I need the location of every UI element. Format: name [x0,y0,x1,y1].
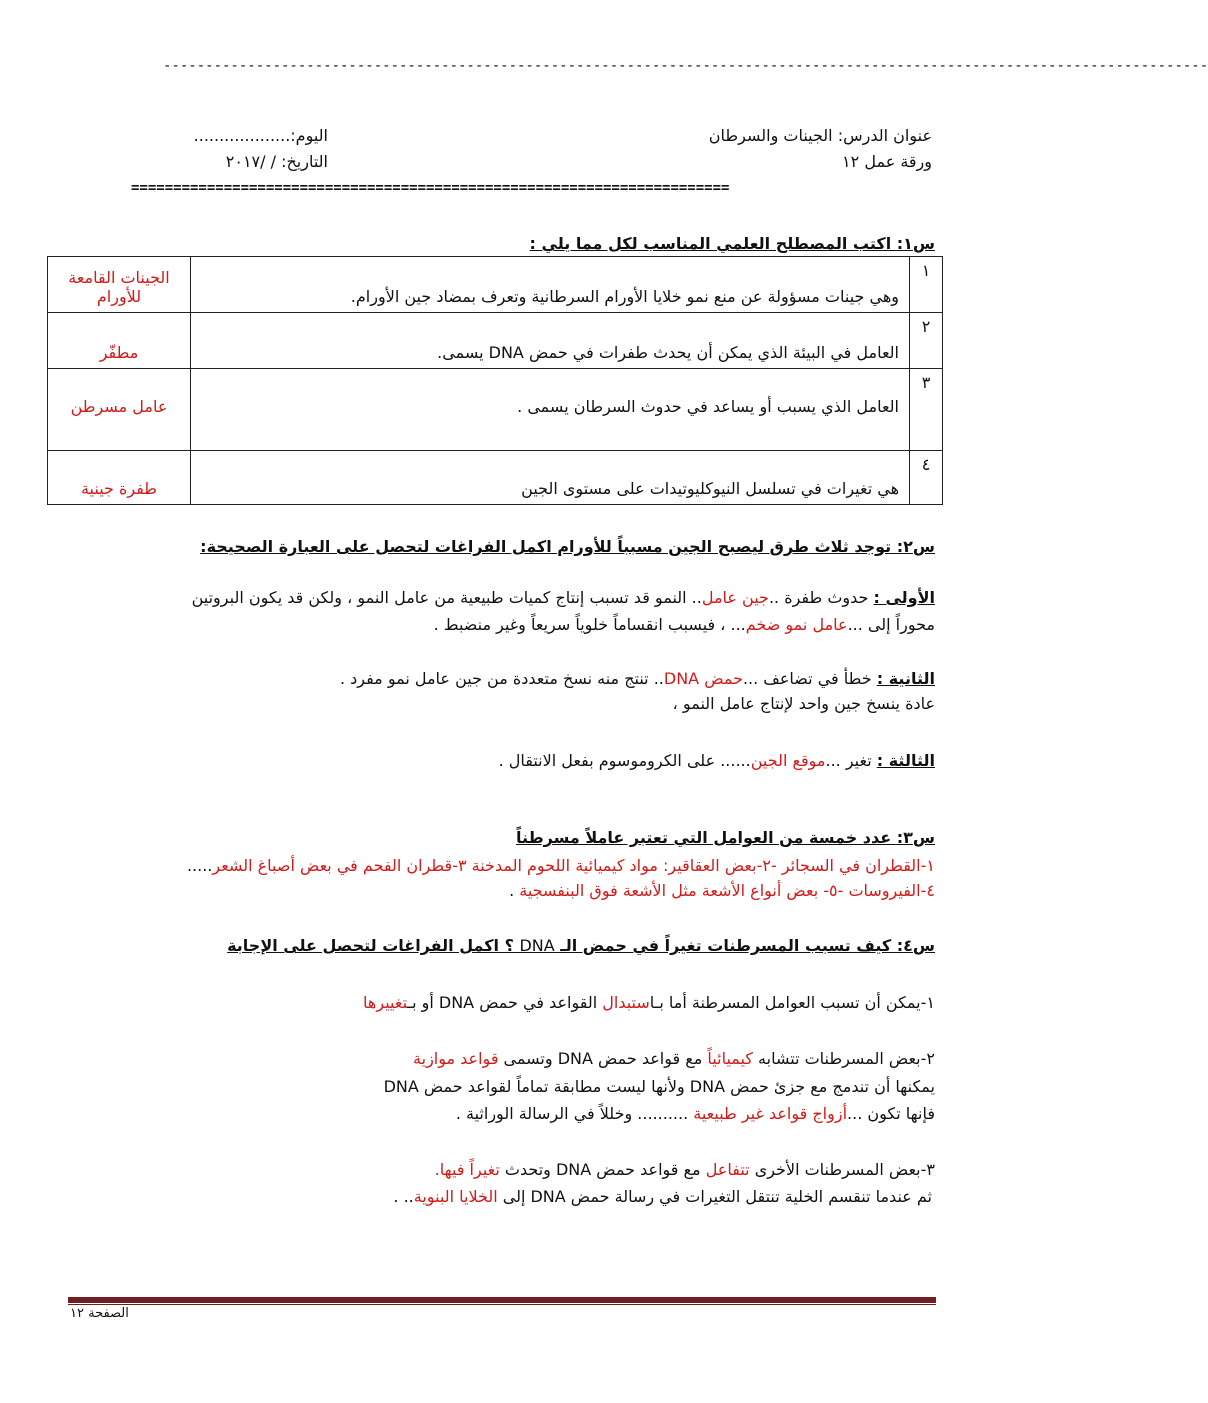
q1-title: س١: اكتب المصطلح العلمي المناسب لكل مما يلي : [529,234,935,253]
blank-answer: ستبدال [602,993,650,1012]
date-field: التاريخ: / /٢٠١٧ [225,152,328,171]
terms-table [47,256,943,505]
blank-answer: تغيراً فيها. [434,1160,500,1179]
table-row [48,257,943,313]
row-answer: مطفّر [48,313,191,369]
q4-p2-line1 [413,1049,935,1068]
row-number: ٣ [910,369,943,451]
table-row [48,313,943,369]
text: DNA [519,936,555,955]
text: تغير ... [825,751,877,770]
q2-title: س٢: توجد ثلاث طرق ليصبح الجين مسبباً للأورام اكمل الفراغات لتحصل على العبارة الصحيحة: [200,537,935,556]
blank-answer: موقع الجين [750,751,826,770]
q4-title [227,936,935,955]
q4-p3-line2 [393,1187,932,1206]
text: القواعد في حمض DNA أو بـ [407,993,603,1012]
text: حدوث طفرة .. [768,588,874,607]
third-label: الثالثة : [876,751,935,770]
text: .. . [393,1187,414,1206]
text: ثم عندما تنقسم الخلية تنتقل التغيرات في رسالة حمض DNA إلى [497,1187,932,1206]
q3-title: س٣: عدد خمسة من العوامل التي تعتبر عاملاً مسرطناً [516,828,935,847]
q2-first-line2 [434,615,935,634]
blank-answer: عامل نمو ضخم [745,615,848,634]
q2-third-line [499,751,935,770]
row-definition: وهي جينات مسؤولة عن منع نمو خلايا الأورام السرطانية وتعرف بمضاد جين الأورام. [191,257,910,313]
q4-p1 [363,993,935,1012]
carcinogens-list-2: ٤-الفيروسات -٥- بعض أنواع الأشعة مثل الأشعة فوق البنفسجية [519,881,935,900]
text: ... ، فيسبب انقساماً خلوياً سريعاً وغير منضبط . [433,615,746,634]
q2-first-line1 [192,588,935,607]
q2-second-line1 [340,669,935,688]
blank-answer: قواعد موازية [413,1049,499,1068]
text: ٢-بعض المسرطنات تتشابه [752,1049,935,1068]
text: ؟ اكمل الفراغات لتحصل على الإجابة [227,936,520,955]
text: خطأ في تضاعف ... [742,669,877,688]
text: .. النمو قد تسبب إنتاج كميات طبيعية من عامل النمو ، ولكن قد يكون البروتين [191,588,702,607]
carcinogens-list-1: ١-القطران في السجائر -٢-بعض العقاقير: مواد كيميائية اللحوم المدخنة ٣-قطران الفحم في بعض أصباغ الشعر [212,856,935,875]
text: .. تنتج منه نسخ متعددة من جين عامل نمو مفرد . [339,669,664,688]
row-answer: عامل مسرطن [48,369,191,451]
text: ١-يمكن أن تسبب العوامل المسرطنة أما بـا [649,993,935,1012]
blank-answer: أزواج قواعد غير طبيعية [693,1104,848,1123]
worksheet-number: ورقة عمل ١٢ [842,152,932,171]
row-definition: هي تغيرات في تسلسل النيوكليوتيدات على مستوى الجين [191,451,910,505]
double-rule: ======================================================================= [131,180,730,196]
text: محوراً إلى ... [847,615,935,634]
blank-answer: كيميائياً [707,1049,753,1068]
text: مع قواعد حمض DNA وتسمى [498,1049,708,1068]
row-definition: العامل في البيئة الذي يمكن أن يحدث طفرات في حمض DNA يسمى. [191,313,910,369]
blank-answer: الخلايا البنوية [413,1187,498,1206]
second-label: الثانية : [876,669,935,688]
q3-line1 [187,856,935,875]
blank-answer: تغييرها [363,993,408,1012]
top-dashed-rule: ---------------------------------------------------------------------------------------------------------------------------- [163,58,1208,74]
blank-answer: جين عامل [701,588,769,607]
day-field: اليوم:................... [193,126,328,145]
text: . [509,881,520,900]
text: س٤: كيف تسبب المسرطنات تغيراً في حمض الـ [554,936,935,955]
row-number: ٢ [910,313,943,369]
text: ..... [186,856,213,875]
q3-line2 [509,881,935,900]
text: ...... على الكروموسوم بفعل الانتقال . [498,751,751,770]
text: ٣-بعض المسرطنات الأخرى [749,1160,935,1179]
q4-p3-line1 [435,1160,935,1179]
row-number: ١ [910,257,943,313]
first-label: الأولى : [873,588,935,607]
row-answer: الجينات القامعة للأورام [48,257,191,313]
text: مع قواعد حمض DNA وتحدث [499,1160,706,1179]
table-row [48,451,943,505]
row-definition: العامل الذي يسبب أو يساعد في حدوث السرطان يسمى . [191,369,910,451]
row-answer: طفرة جينية [48,451,191,505]
lesson-title: عنوان الدرس: الجينات والسرطان [708,126,932,145]
blank-answer: حمض DNA [663,669,743,688]
page-number: الصفحة ١٢ [70,1306,129,1321]
blank-answer: تتفاعل [705,1160,750,1179]
q4-p2-line3 [456,1104,935,1123]
table-row [48,369,943,451]
q2-second-line2: عادة ينسخ جين واحد لإنتاج عامل النمو ، [672,694,935,713]
text: فإنها تكون ... [847,1104,935,1123]
q4-p2-line2: يمكنها أن تندمج مع جزئ حمض DNA ولأنها ليست مطابقة تماماً لقواعد حمض DNA [383,1077,935,1096]
footer-rule-thin [68,1304,936,1305]
text: .......... وخللاً في الرسالة الوراثية . [455,1104,694,1123]
footer-rule [68,1297,936,1303]
row-number: ٤ [910,451,943,505]
